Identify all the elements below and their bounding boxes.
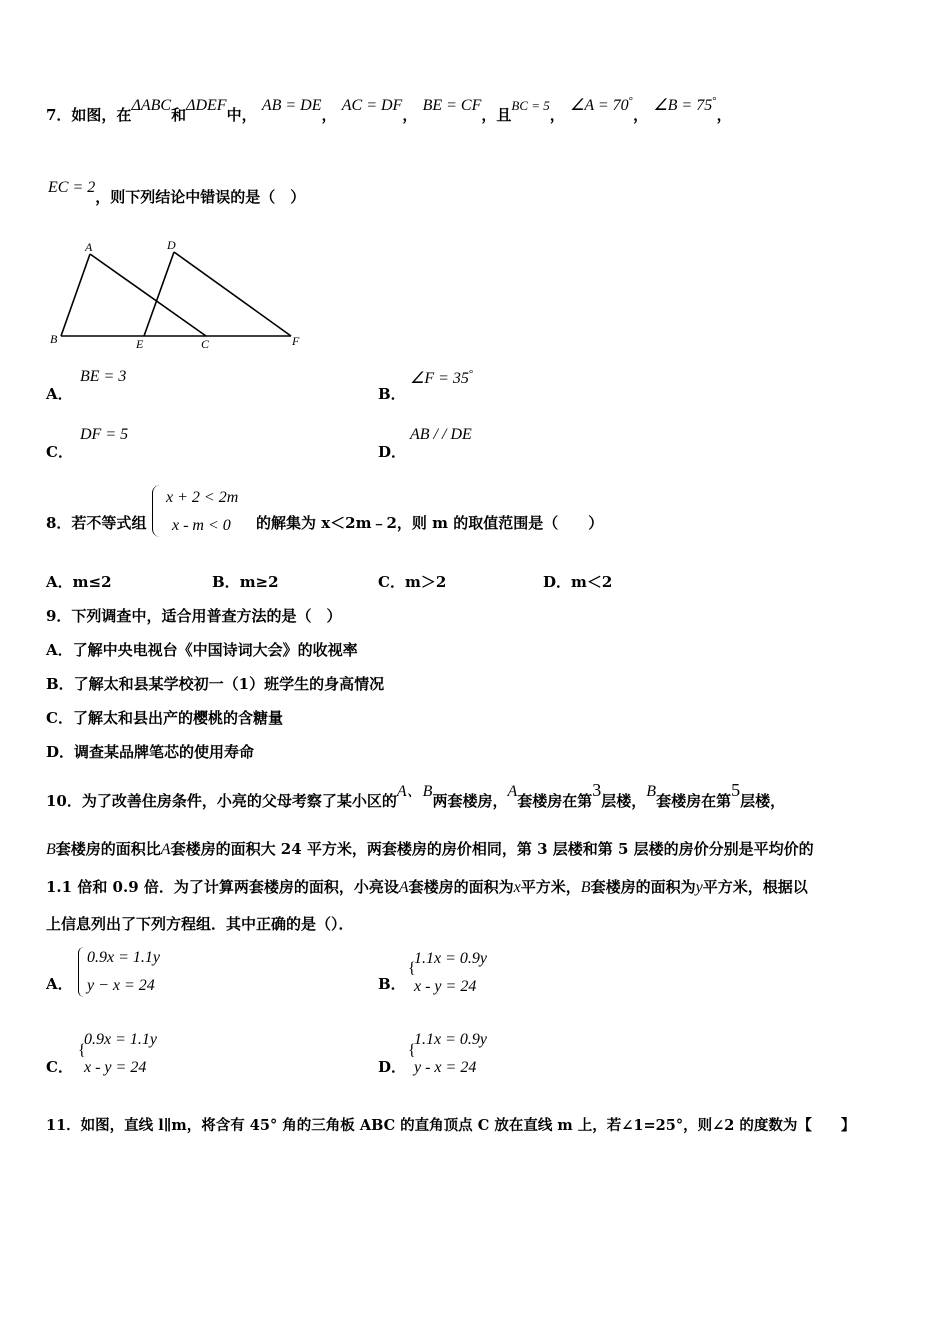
q9-option-d: D．调查某品牌笔芯的使用寿命 [46, 743, 255, 761]
q10-option-b-brace: { [408, 960, 416, 977]
q10-line1 [46, 780, 786, 811]
q8-option-b [212, 571, 279, 592]
q8-option-d-label: D． [543, 573, 572, 591]
q10-math-a: A [507, 783, 518, 800]
q10-text: 1.1 倍和 0.9 倍．为了计算两套楼房的面积，小亮设 [46, 878, 399, 896]
segment-ba [61, 254, 90, 336]
q7-option-b-math: ∠F = 35 [410, 370, 469, 387]
q8-option-d [543, 571, 612, 592]
q10-option-d-eq2: y - x = 24 [414, 1059, 477, 1076]
q9-stem: 9．下列调查中，适合用普查方法的是（ ） [46, 607, 342, 625]
q10-option-a-eq2: y − x = 24 [87, 977, 155, 994]
q7-condition-ac-df: AC = DF [341, 97, 403, 114]
q10-text: 平方米， [520, 878, 581, 896]
q8-number: 8．若不等式组 [46, 514, 147, 532]
q7-condition-ec: EC = 2 [48, 179, 96, 196]
q7-sep: ， [549, 106, 565, 124]
q10-option-d-eq1: 1.1x = 0.9y [414, 1031, 487, 1048]
q10-line2 [46, 838, 814, 859]
q7-option-b-degree: ° [468, 368, 474, 380]
q9-option-b: B．了解太和县某学校初一（1）班学生的身高情况 [46, 675, 385, 693]
q7-condition-ab-de: AB = DE [261, 97, 322, 114]
q10-line4: 上信息列出了下列方程组．其中正确的是（）． [46, 915, 354, 933]
q7-option-c-expr: DF = 5 [80, 426, 129, 443]
q9-option-c: C．了解太和县出产的樱桃的含糖量 [46, 709, 283, 727]
q7-degree: ° [628, 95, 634, 107]
q7-condition-angle-b: ∠B = 75 [653, 97, 713, 114]
q10-text: 套楼房在第 [656, 792, 732, 810]
q8-option-a [46, 571, 112, 592]
q9-option-a: A．了解中央电视台《中国诗词大会》的收视率 [46, 641, 358, 659]
q7-triangle-figure [46, 236, 316, 352]
q11-stem: 11．如图，直线 l∥m，将含有 45° 角的三角板 ABC 的直角顶点 C 放在直线 m 上，若∠1=25°，则∠2 的度数为【 】 [46, 1117, 856, 1134]
q10-math-b: B [646, 783, 657, 800]
q10-text: 10．为了改善住房条件，小亮的父母考察了某小区的 [46, 792, 397, 810]
q10-line3 [46, 876, 808, 897]
q7-condition-be-cf: BE = CF [422, 97, 482, 114]
q10-option-b-eq1: 1.1x = 0.9y [414, 950, 487, 967]
q10-option-b-label: B． [378, 975, 406, 993]
q10-math-ab: A、B [396, 783, 433, 800]
q7-option-a-expr: BE = 3 [80, 368, 127, 385]
q10-text: 平方米，根据以 [702, 878, 808, 896]
vertex-f-label: F [292, 334, 300, 348]
q7-sep: ， [402, 106, 418, 124]
q10-option-a-brace [78, 947, 85, 997]
q8-system [166, 484, 238, 540]
q10-text: 层楼， [601, 792, 647, 810]
q10-text: 层楼， [740, 792, 786, 810]
q10-math-x: x [513, 879, 521, 896]
q8-option-c-text: m＞2 [404, 573, 447, 591]
q7-triangle-abc: ΔABC [131, 97, 172, 114]
q7-option-b-expr [410, 368, 473, 388]
q7-sep: ， [716, 106, 732, 124]
q7-option-a-label: A． [46, 385, 73, 403]
q8-option-d-text: m＜2 [571, 573, 613, 591]
vertex-a-label: A [85, 240, 93, 254]
q10-math-3: 3 [592, 780, 602, 800]
vertex-d-label: D [167, 238, 176, 252]
q10-option-c-brace: { [78, 1042, 86, 1059]
q10-math-b: B [580, 879, 591, 896]
q8-option-a-label: A． [46, 573, 73, 591]
q10-option-d-label: D． [378, 1058, 407, 1076]
q8-option-c-label: C． [378, 573, 405, 591]
q8-inequality-2: x - m < 0 [172, 517, 231, 534]
q10-option-d-system [414, 1026, 487, 1082]
q10-text: 两套楼房， [432, 792, 508, 810]
q10-option-a-label: A． [46, 975, 73, 993]
q7-qie: ，且 [481, 106, 512, 124]
segment-df [174, 252, 291, 336]
q10-option-a-eq1: 0.9x = 1.1y [87, 949, 160, 966]
q8-left-brace [152, 485, 161, 537]
q8-option-a-text: m≤2 [72, 573, 112, 591]
q7-zhong: 中， [226, 106, 257, 124]
q8-option-b-label: B． [212, 573, 240, 591]
q10-option-c-label: C． [46, 1058, 73, 1076]
q10-math-5: 5 [731, 780, 741, 800]
q7-option-b-label: B． [378, 385, 406, 403]
q10-option-b-system [414, 945, 487, 1001]
q8-option-c [378, 571, 446, 592]
vertex-e-label: E [136, 337, 144, 351]
q10-option-a-system [87, 944, 160, 1000]
q7-option-d-expr: AB / / DE [410, 426, 472, 443]
q8-option-b-text: m≥2 [239, 573, 279, 591]
vertex-b-label: B [50, 332, 58, 346]
q7-and: 和 [171, 106, 187, 124]
q7-line1 [46, 95, 732, 125]
q10-text: 套楼房的面积比 [55, 840, 161, 858]
q10-text: 套楼房的面积大 24 平方米，两套楼房的房价相同，第 3 层楼和第 5 层楼的房价分别是平均价的 [170, 840, 814, 858]
q10-option-c-eq1: 0.9x = 1.1y [84, 1031, 157, 1048]
q10-text: 套楼房在第 [517, 792, 593, 810]
q7-number: 7．如图，在 [46, 106, 132, 124]
q7-condition-angle-a: ∠A = 70 [570, 97, 629, 114]
q10-option-c-eq2: x - y = 24 [84, 1059, 147, 1076]
vertex-c-label: C [201, 337, 210, 351]
q10-text: 套楼房的面积为 [590, 878, 696, 896]
q10-math-a: A [160, 841, 171, 858]
segment-ed [144, 252, 174, 336]
q7-sep: ， [321, 106, 337, 124]
q7-sep: ， [633, 106, 649, 124]
q7-question: ，则下列结论中错误的是（ ） [95, 188, 306, 206]
q7-condition-bc: BC = 5 [511, 98, 550, 113]
q7-option-d-label: D． [378, 443, 407, 461]
q10-math-b: B [46, 841, 56, 858]
q10-option-c-system [84, 1026, 157, 1082]
q10-option-d-brace: { [408, 1042, 416, 1059]
q7-degree: ° [712, 95, 717, 107]
q8-inequality-1: x + 2 < 2m [166, 489, 239, 506]
q7-triangle-def: ΔDEF [186, 97, 227, 114]
q10-text: 套楼房的面积为 [408, 878, 514, 896]
q10-math-y: y [695, 879, 703, 896]
q7-option-c-label: C． [46, 443, 73, 461]
q8-stem-text: 的解集为 x＜2m﹣2，则 m 的取值范围是（ ） [256, 514, 604, 532]
q7-line2 [48, 179, 306, 207]
q10-option-b-eq2: x - y = 24 [414, 978, 477, 995]
q10-math-a: A [398, 879, 409, 896]
